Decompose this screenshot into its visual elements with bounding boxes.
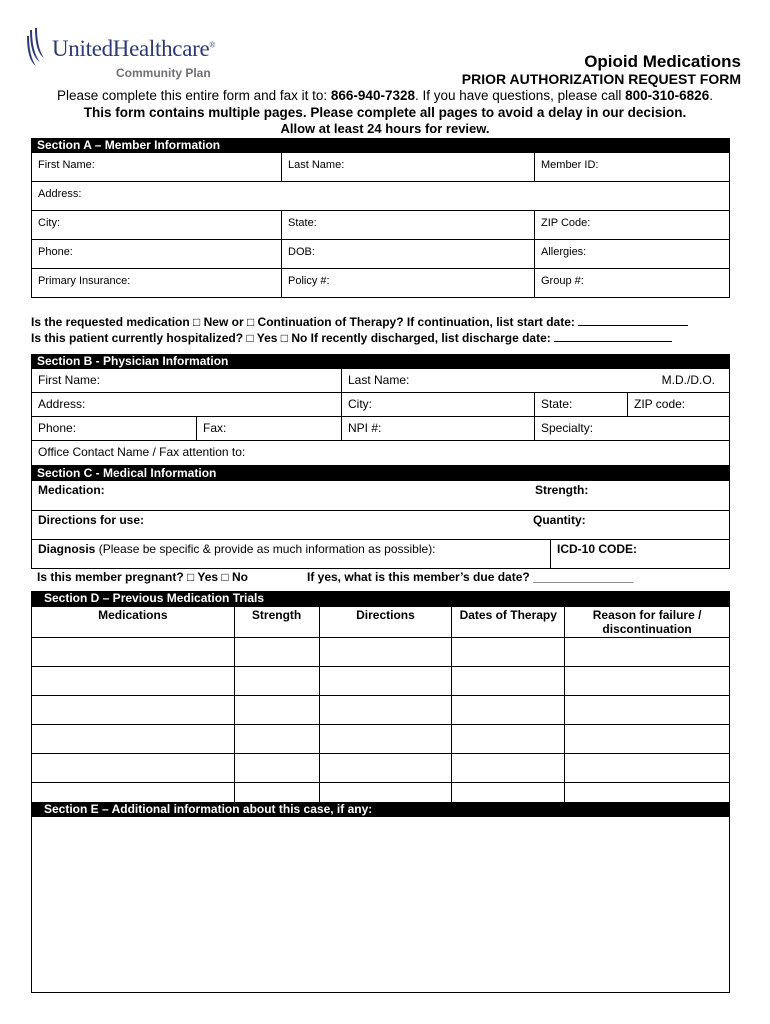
physician-npi-field[interactable]: NPI #: xyxy=(341,417,534,440)
column-header-directions: Directions xyxy=(319,607,452,638)
section-a-header: Section A – Member Information xyxy=(31,138,730,153)
continuation-question: Is the requested medication □ New or □ Continuation of Therapy? If continuation, list start date: xyxy=(31,314,688,329)
section-b-row-2 xyxy=(31,393,730,417)
physician-state-field[interactable]: State: xyxy=(534,393,627,416)
column-header-reason-for-failure: Reason for failure / discontinuation xyxy=(565,607,730,638)
member-city-field[interactable]: City: xyxy=(38,217,60,229)
table-cell[interactable] xyxy=(32,696,235,725)
section-c-row-2 xyxy=(31,511,730,540)
member-id-field[interactable]: Member ID: xyxy=(534,153,729,181)
member-allergies-field[interactable]: Allergies: xyxy=(534,240,729,268)
table-cell[interactable] xyxy=(32,667,235,696)
physician-phone-field[interactable]: Phone: xyxy=(38,421,77,435)
table-cell[interactable] xyxy=(32,725,235,754)
medication-field[interactable]: Medication: xyxy=(38,483,105,497)
table-cell[interactable] xyxy=(565,725,730,754)
previous-medication-trials-table xyxy=(31,606,730,812)
physician-city-field[interactable]: City: xyxy=(341,393,534,416)
member-address-field[interactable]: Address: xyxy=(38,188,82,200)
additional-information-box[interactable] xyxy=(31,817,730,993)
table-row xyxy=(32,754,730,783)
section-c-header: Section C - Medical Information xyxy=(31,466,730,481)
member-last-name-field[interactable]: Last Name: xyxy=(281,153,534,181)
member-state-field[interactable]: State: xyxy=(281,211,534,239)
due-date-question[interactable]: If yes, what is this member’s due date? _______________ xyxy=(307,570,634,584)
brand-subtitle: Community Plan xyxy=(116,66,211,80)
diagnosis-field[interactable]: Diagnosis (Please be specific & provide as much information as possible): xyxy=(38,542,436,556)
table-header-row xyxy=(32,607,730,638)
table-row xyxy=(32,696,730,725)
intro-line-2: This form contains multiple pages. Please complete all pages to avoid a delay in our decision. xyxy=(83,105,687,120)
table-cell[interactable] xyxy=(565,754,730,783)
table-cell[interactable] xyxy=(565,638,730,667)
directions-for-use-field[interactable]: Directions for use: xyxy=(38,513,145,527)
table-cell[interactable] xyxy=(565,667,730,696)
policy-number-field[interactable]: Policy #: xyxy=(281,269,534,297)
group-number-field[interactable]: Group #: xyxy=(534,269,729,297)
table-cell[interactable] xyxy=(319,638,452,667)
discharge-date-line[interactable] xyxy=(554,330,672,342)
table-cell[interactable] xyxy=(234,638,319,667)
column-header-strength: Strength xyxy=(234,607,319,638)
physician-fax-field[interactable]: Fax: xyxy=(196,417,341,440)
table-row xyxy=(32,667,730,696)
column-header-dates-of-therapy: Dates of Therapy xyxy=(452,607,565,638)
table-row xyxy=(32,725,730,754)
table-cell[interactable] xyxy=(234,667,319,696)
intro-line-1: Please complete this entire form and fax it to: 866-940-7328. If you have questions, please call 800-310-6826. xyxy=(57,88,713,103)
section-b-row-3 xyxy=(31,417,730,441)
physician-address-field[interactable]: Address: xyxy=(38,397,86,411)
section-b-header: Section B - Physician Information xyxy=(31,354,730,369)
section-b-row-1 xyxy=(31,369,730,393)
table-cell[interactable] xyxy=(32,754,235,783)
physician-first-name-field[interactable]: First Name: xyxy=(38,373,101,387)
section-a-row-2 xyxy=(31,182,730,211)
table-cell[interactable] xyxy=(319,667,452,696)
office-contact-field[interactable]: Office Contact Name / Fax attention to: xyxy=(38,445,246,459)
pregnancy-question[interactable]: Is this member pregnant? □ Yes □ No xyxy=(37,570,248,584)
primary-insurance-field[interactable]: Primary Insurance: xyxy=(38,275,131,287)
table-cell[interactable] xyxy=(452,754,565,783)
member-first-name-field[interactable]: First Name: xyxy=(38,159,95,171)
section-c-row-3 xyxy=(31,540,730,569)
table-cell[interactable] xyxy=(319,696,452,725)
section-e-header: Section E – Additional information about this case, if any: xyxy=(31,802,730,817)
section-c-row-1 xyxy=(31,481,730,511)
table-cell[interactable] xyxy=(452,638,565,667)
icd10-code-field[interactable]: ICD-10 CODE: xyxy=(550,540,729,568)
member-zip-field[interactable]: ZIP Code: xyxy=(534,211,729,239)
table-cell[interactable] xyxy=(452,725,565,754)
brand-name: UnitedHealthcare® xyxy=(52,36,216,61)
table-cell[interactable] xyxy=(319,725,452,754)
section-a-row-3 xyxy=(31,211,730,240)
form-title: Opioid Medications xyxy=(584,52,741,71)
section-a-row-5 xyxy=(31,269,730,298)
physician-specialty-field[interactable]: Specialty: xyxy=(534,417,729,440)
table-cell[interactable] xyxy=(234,754,319,783)
table-cell[interactable] xyxy=(32,638,235,667)
md-do-label[interactable]: M.D./D.O. xyxy=(661,373,715,387)
form-subtitle: PRIOR AUTHORIZATION REQUEST FORM xyxy=(461,71,741,87)
section-a-row-1 xyxy=(31,153,730,182)
table-cell[interactable] xyxy=(565,696,730,725)
section-a-row-4 xyxy=(31,240,730,269)
unitedhealthcare-logo-icon xyxy=(26,26,46,66)
column-header-medications: Medications xyxy=(32,607,235,638)
hospitalized-question: Is this patient currently hospitalized? □ Yes □ No If recently discharged, list discharge date: xyxy=(31,330,672,345)
table-row xyxy=(32,638,730,667)
quantity-field[interactable]: Quantity: xyxy=(533,513,586,527)
intro-line-3: Allow at least 24 hours for review. xyxy=(280,121,490,136)
table-cell[interactable] xyxy=(234,696,319,725)
table-cell[interactable] xyxy=(452,667,565,696)
start-date-line[interactable] xyxy=(578,314,688,326)
physician-last-name-field[interactable]: Last Name: xyxy=(341,369,616,392)
table-cell[interactable] xyxy=(319,754,452,783)
physician-zip-field[interactable]: ZIP code: xyxy=(627,393,729,416)
member-dob-field[interactable]: DOB: xyxy=(281,240,534,268)
strength-field[interactable]: Strength: xyxy=(535,483,589,497)
section-d-header: Section D – Previous Medication Trials xyxy=(31,591,730,606)
member-phone-field[interactable]: Phone: xyxy=(38,246,73,258)
table-cell[interactable] xyxy=(452,696,565,725)
section-b-row-4 xyxy=(31,441,730,466)
table-cell[interactable] xyxy=(234,725,319,754)
